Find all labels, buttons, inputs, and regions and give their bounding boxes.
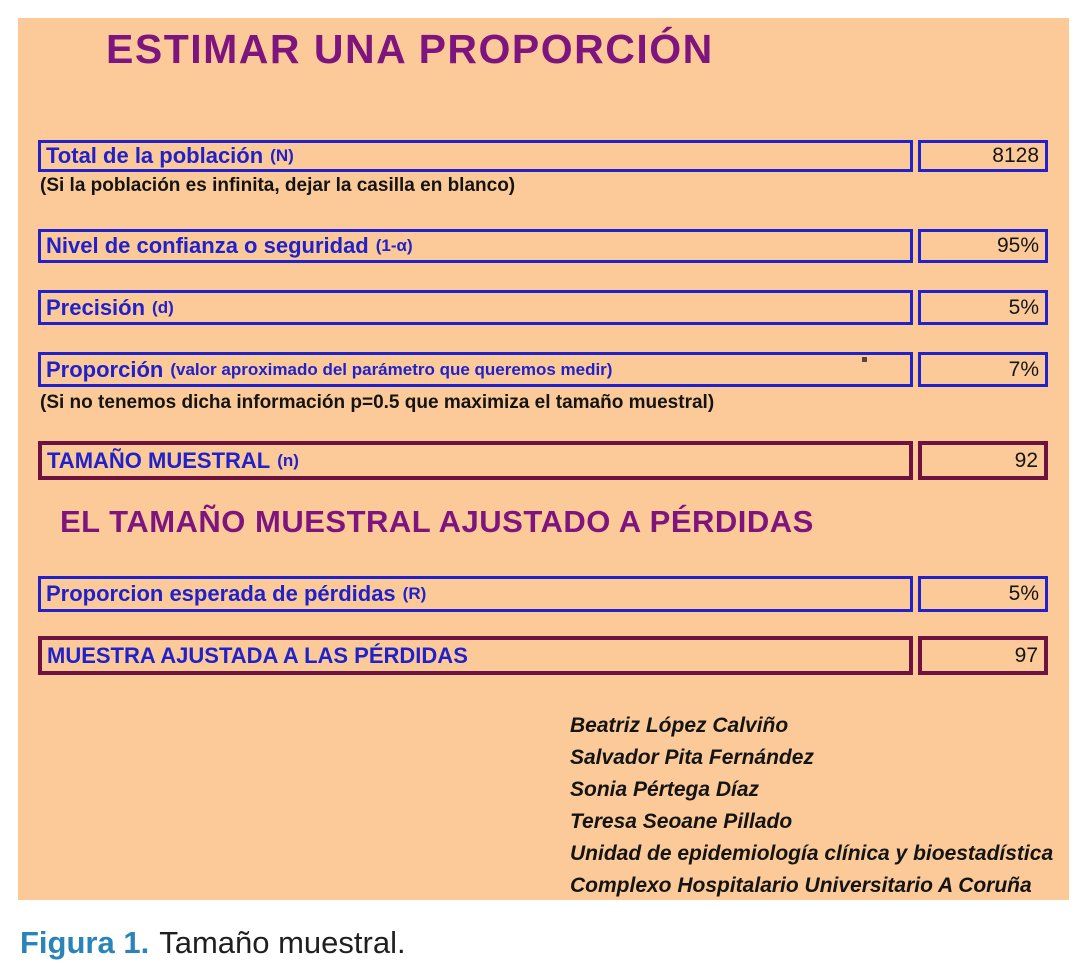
input-cell-perdidas[interactable]: 5% [918,576,1048,612]
field-label-precision [38,290,913,325]
field-label-text: MUESTRA AJUSTADA A LAS PÉRDIDAS [47,642,468,668]
field-row-total-poblacion [38,140,1048,172]
credit-line: Sonia Pértega Díaz [570,778,760,801]
result-cell-tamano-muestral: 92 [918,441,1048,480]
credit-line: Beatriz López Calviño [570,714,789,737]
field-row-perdidas [38,576,1048,612]
field-label-perdidas [38,576,913,612]
credit-line: Salvador Pita Fernández [570,746,814,769]
stray-pixel-artifact [862,357,867,362]
credit-line: Teresa Seoane Pillado [570,810,793,833]
field-label-text: Precisión [46,294,146,320]
input-cell-total-poblacion[interactable]: 8128 [918,140,1048,172]
panel-title: ESTIMAR UNA PROPORCIÓN [106,26,714,72]
field-label-symbol: (1-α) [375,236,413,255]
field-label-text: Total de la población [46,143,264,168]
field-label-symbol: (n) [277,450,299,470]
field-note-total-poblacion: (Si la población es infinita, dejar la casilla en blanco) [40,175,516,196]
field-row-tamano-muestral [38,441,1048,480]
input-cell-precision[interactable]: 5% [918,290,1048,325]
field-note-proporcion: (Si no tenemos dicha información p=0.5 que maximiza el tamaño muestral) [40,392,715,413]
field-label-text: Nivel de confianza o seguridad [46,233,369,258]
field-label-proporcion [38,352,913,387]
panel-subtitle: EL TAMAÑO MUESTRAL AJUSTADO A PÉRDIDAS [60,504,814,539]
figure-caption-label: Figura 1. [20,925,150,960]
field-label-symbol: (N) [270,146,294,165]
result-cell-muestra-ajustada: 97 [918,636,1048,675]
figure-caption-text: Tamaño muestral. [159,925,406,960]
field-label-symbol: (d) [152,297,174,317]
field-row-muestra-ajustada [38,636,1048,675]
sample-size-calculator-panel [18,18,1069,900]
input-cell-proporcion[interactable]: 7% [918,352,1048,387]
field-label-text: Proporcion esperada de pérdidas [46,581,396,606]
field-label-text: TAMAÑO MUESTRAL [47,447,271,473]
field-label-muestra-ajustada [38,636,913,675]
field-label-total-poblacion [38,140,913,172]
field-row-proporcion [38,352,1048,387]
author-credits [570,710,1053,902]
field-label-symbol: (R) [402,584,427,603]
input-cell-nivel-confianza[interactable]: 95% [918,229,1048,263]
field-label-symbol: (valor aproximado del parámetro que queremos medir) [170,359,613,379]
field-label-text: Proporción [46,356,164,382]
field-row-precision [38,290,1048,325]
field-label-nivel-confianza [38,229,913,263]
credit-line: Unidad de epidemiología clínica y bioestadística [570,842,1054,865]
field-row-nivel-confianza [38,229,1048,263]
credit-line: Complexo Hospitalario Universitario A Coruña [570,874,1032,897]
field-label-tamano-muestral [38,441,913,480]
figure-caption [20,925,406,961]
